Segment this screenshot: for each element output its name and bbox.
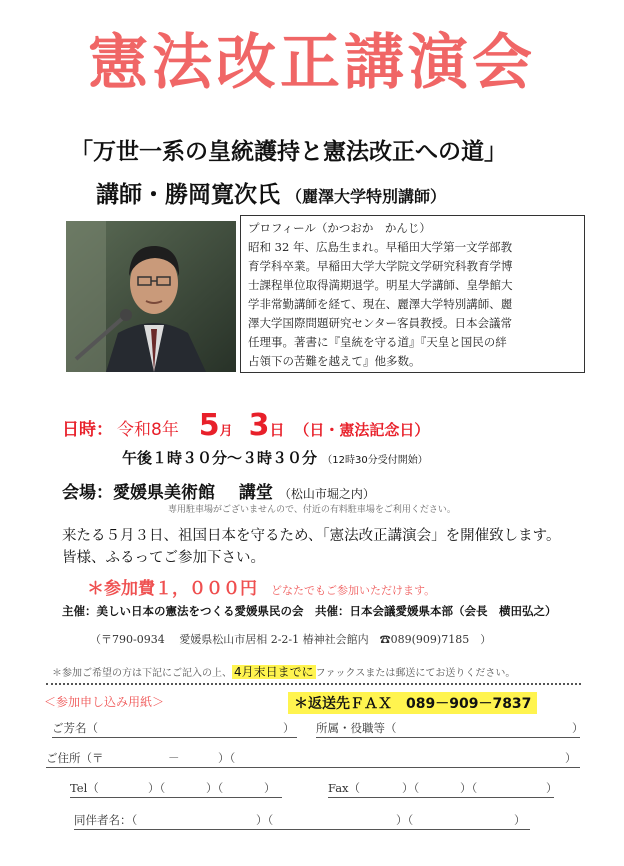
invitation-text (62, 525, 582, 569)
org-label: 所属・役職等（ (316, 721, 397, 735)
datetime-month: 5 (198, 408, 220, 443)
name-close-paren: ） (283, 721, 295, 735)
instructions-pre: ＊参加ご希望の方は下記にご記入の上、 (52, 668, 232, 679)
venue-hall: 講堂 (238, 483, 273, 503)
companion-field[interactable] (74, 829, 530, 830)
companion-paren-2: ）（ (396, 813, 414, 827)
venue-name: 愛媛県美術館 (113, 483, 215, 503)
address-close: ） (469, 633, 492, 646)
instructions-post: ファックスまたは郵送にてお送りください。 (315, 668, 516, 679)
datetime-day: 3 (248, 408, 270, 443)
cut-line-divider (46, 683, 581, 685)
address-text: （〒790-0934 愛媛県松山市居相 2-2-1 椿神社会館内 (90, 633, 380, 646)
time-row (122, 447, 428, 468)
form-title: ＜参加申し込み用紙＞ (44, 695, 165, 709)
venue-label: 会場： (62, 483, 113, 503)
venue-location: （松山市堀之内） (278, 487, 375, 501)
zip-dash: － (168, 751, 180, 765)
fax-paren-2: ）（ (460, 781, 478, 795)
datetime-time: 午後１時３０分～３時３０分 (122, 449, 318, 467)
name-field[interactable] (52, 737, 297, 738)
profile-line: 任理事。著書に『皇統を守る道』『天皇と国民の絆 (248, 335, 507, 349)
profile-box (240, 215, 585, 373)
address-close-paren: ） (565, 751, 577, 765)
instructions-line (52, 663, 515, 680)
portrait-image (66, 221, 236, 372)
tel-label: Tel（ (70, 781, 99, 795)
invitation-line: 皆様、ふるってご参加下さい。 (62, 550, 265, 566)
profile-line: 学非常勤講師を経て、現在、麗澤大学特別講師、麗 (248, 297, 513, 311)
fax-label: Fax（ (328, 781, 361, 795)
tel-paren-1: ）（ (148, 781, 166, 795)
venue-row (62, 478, 375, 503)
reception-time: （12時30分受付開始） (322, 455, 428, 466)
address-label: ご住所（〒 (46, 751, 104, 765)
page-title: 憲法改正講演会 (88, 28, 536, 98)
invitation-line: 来たる５月３日、祖国日本を守るため、「憲法改正講演会」を開催致します。 (62, 528, 561, 544)
tel-paren-2: ）（ (206, 781, 224, 795)
profile-line: 士課程単位取得満期退学。明星大学講師、皇學館大 (248, 278, 513, 292)
address-field[interactable] (46, 767, 580, 768)
datetime-month-unit: 月 (219, 424, 233, 439)
parking-note: 専用駐車場がございませんので、付近の有料駐車場をご利用ください。 (168, 505, 456, 515)
lecturer-name: 講師・勝岡寛次氏 (96, 182, 280, 208)
fax-paren-1: ）（ (402, 781, 420, 795)
companion-paren-1: ）（ (256, 813, 274, 827)
profile-heading: プロフィール（かつおか かんじ） (248, 221, 431, 235)
lecturer-affiliation: （麗澤大学特別講師） (286, 187, 447, 206)
org-close-paren: ） (572, 721, 584, 735)
fax-close-paren: ） (546, 781, 558, 795)
lecturer-photo (66, 221, 236, 372)
sponsor-line: 主催：美しい日本の憲法をつくる愛媛県民の会 共催：日本会議愛媛県本部（会長 横田弘之） (62, 604, 557, 618)
deadline-highlight: 4月末日までに (234, 665, 314, 679)
tel-close-paren: ） (264, 781, 276, 795)
datetime-holiday: （日・憲法記念日） (294, 421, 430, 439)
profile-line: 昭和 32 年、広島生まれ。早稲田大学第一文学部教 (248, 240, 513, 254)
fee-note: どなたでもご参加いただけます。 (271, 584, 436, 597)
companion-close-paren: ） (514, 813, 526, 827)
datetime-day-unit: 日 (269, 421, 285, 439)
lecture-subtitle: 「万世一系の皇統護持と憲法改正への道」 (70, 139, 507, 165)
fee-row (87, 574, 435, 599)
phone-number: ☎089(909)7185 (379, 633, 470, 646)
fax-field[interactable] (328, 797, 554, 798)
profile-line: 育学科卒業。早稲田大学大学院文学研究科教育学博 (248, 259, 513, 273)
fee-label: ＊参加費１，０００円 (87, 579, 257, 599)
companion-label: 同伴者名：（ (74, 813, 138, 827)
profile-line: 占領下の苦難を越えて』他多数。 (248, 354, 421, 368)
datetime-era: 令和8年 (117, 420, 179, 440)
zip-close-paren: ）（ (218, 751, 236, 765)
lecturer-line (96, 176, 446, 209)
tel-field[interactable] (70, 797, 282, 798)
datetime-label: 日時： (62, 420, 113, 440)
profile-line: 澤大学国際問題研究センター客員教授。日本会議常 (248, 316, 513, 330)
contact-address (90, 631, 491, 647)
datetime-row (62, 408, 429, 443)
org-field[interactable] (316, 737, 580, 738)
fax-number: ＊返送先ＦＡＸ 089－909－7837 (288, 692, 537, 714)
name-label: ご芳名（ (52, 721, 98, 735)
